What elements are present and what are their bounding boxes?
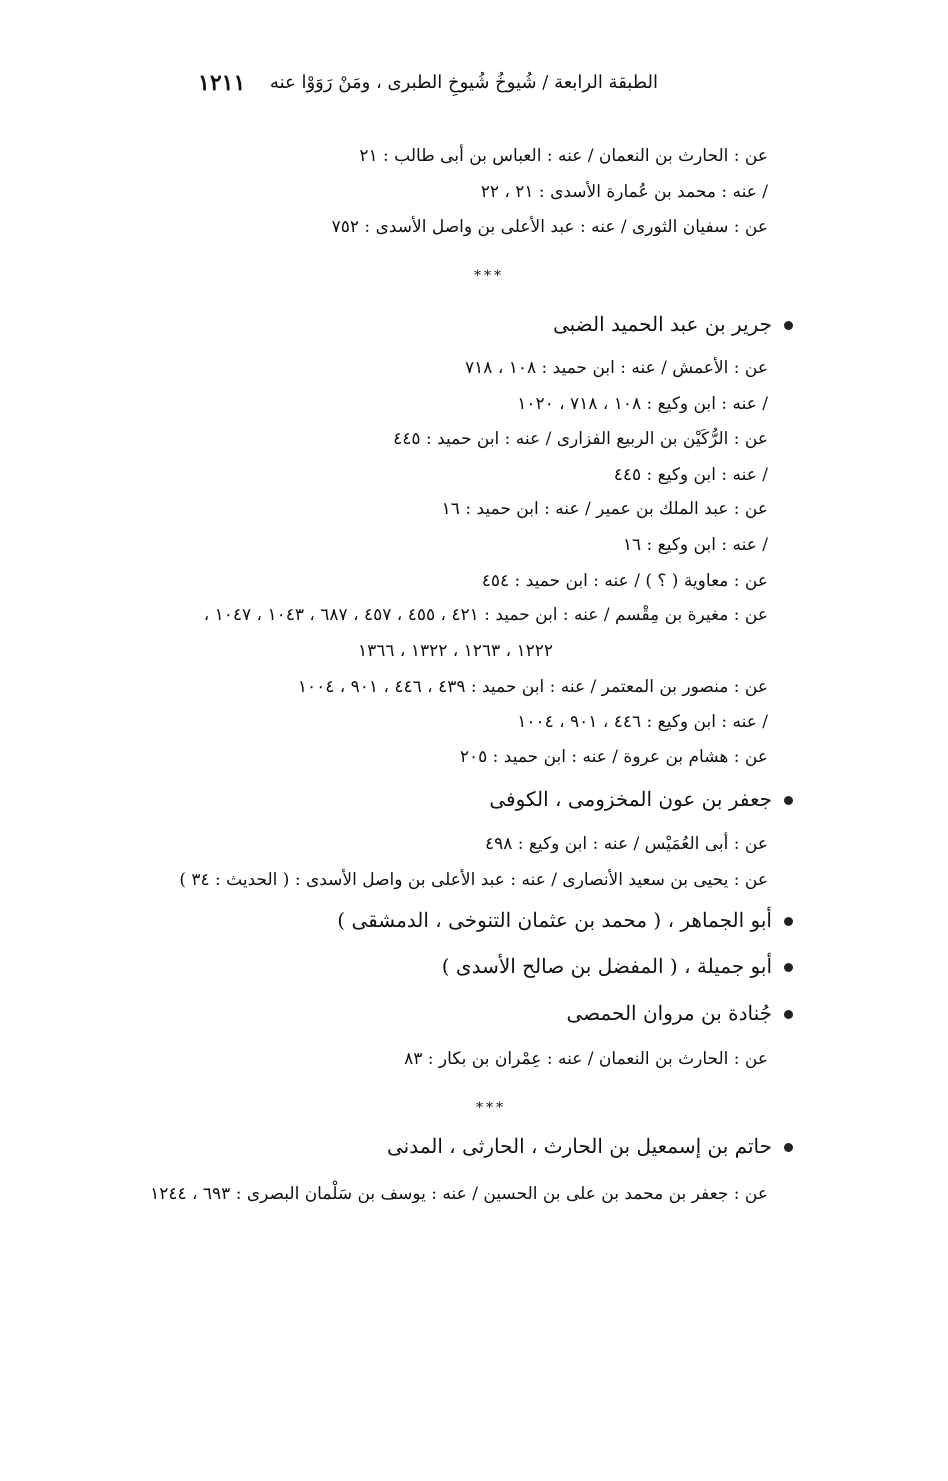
running-header: الطبقة الرابعة / شُيوخُ شُيوخِ الطبرى ، ومَنْ رَوَوْا عنه [269,72,658,93]
narrator-heading: أبو الجماهر ، ( محمد بن عثمان التنوخى ، الدمشقى ) [337,909,793,931]
entry-line: / عنه : ابن وكيع : ٤٤٦ ، ٩٠١ ، ١٠٠٤ [517,712,768,732]
bullet-icon [784,796,793,805]
entry-line: عن : جعفر بن محمد بن على بن الحسين / عنه : يوسف بن سَلْمان البصرى : ٦٩٣ ، ١٢٤٤ [150,1184,768,1204]
entry-line: عن : منصور بن المعتمر / عنه : ابن حميد : ٤٣٩ ، ٤٤٦ ، ٩٠١ ، ١٠٠٤ [297,677,768,697]
entry-line: عن : عبد الملك بن عمير / عنه : ابن حميد : ١٦ [441,499,768,519]
entry-line: ١٢٢٢ ، ١٢٦٣ ، ١٣٢٢ ، ١٣٦٦ [357,641,553,661]
entry-line: عن : معاوية ( ؟ ) / عنه : ابن حميد : ٤٥٤ [481,571,768,591]
entry-line: عن : الحارث بن النعمان / عنه : عِمْران بن بكار : ٨٣ [404,1049,768,1069]
entry-line: عن : مغيرة بن مِقْسم / عنه : ابن حميد : ٤٢١ ، ٤٥٥ ، ٤٥٧ ، ٦٨٧ ، ١٠٤٣ ، ١٠٤٧ ، [203,605,768,625]
entry-line: عن : الرُّكَيْن بن الربيع الفزارى / عنه : ابن حميد : ٤٤٥ [393,429,768,449]
page-number: ١٢١١ [198,70,246,96]
section-separator: *** [474,268,504,284]
entry-line: عن : أبى العُمَيْس / عنه : ابن وكيع : ٤٩٨ [484,834,768,854]
entry-line: / عنه : ابن وكيع : ١٦ [622,535,768,555]
narrator-heading: جُنادة بن مروان الحمصى [566,1002,793,1024]
bullet-icon [784,321,793,330]
entry-line: عن : هشام بن عروة / عنه : ابن حميد : ٢٠٥ [459,747,768,767]
entry-line: عن : يحيى بن سعيد الأنصارى / عنه : عبد الأعلى بن واصل الأسدى : ( الحديث : ٣٤ ) [179,870,768,890]
entry-line: / عنه : محمد بن عُمارة الأسدى : ٢١ ، ٢٢ [480,182,768,202]
entry-line: / عنه : ابن وكيع : ٤٤٥ [613,465,768,485]
narrator-heading: جعفر بن عون المخزومى ، الكوفى [489,788,793,810]
entry-line: عن : الحارث بن النعمان / عنه : العباس بن أبى طالب : ٢١ [359,146,768,166]
narrator-heading: أبو جميلة ، ( المفضل بن صالح الأسدى ) [442,955,793,977]
narrator-heading: جرير بن عبد الحميد الضبى [553,313,793,335]
entry-line: عن : سفيان الثورى / عنه : عبد الأعلى بن واصل الأسدى : ٧٥٢ [331,217,768,237]
section-separator: *** [476,1100,506,1116]
narrator-heading: حاتم بن إسمعيل بن الحارث ، الحارثى ، المدنى [387,1135,793,1157]
bullet-icon [784,1143,793,1152]
bullet-icon [784,917,793,926]
bullet-icon [784,1010,793,1019]
entry-line: / عنه : ابن وكيع : ١٠٨ ، ٧١٨ ، ١٠٢٠ [517,394,768,414]
entry-line: عن : الأعمش / عنه : ابن حميد : ١٠٨ ، ٧١٨ [465,358,768,378]
bullet-icon [784,963,793,972]
